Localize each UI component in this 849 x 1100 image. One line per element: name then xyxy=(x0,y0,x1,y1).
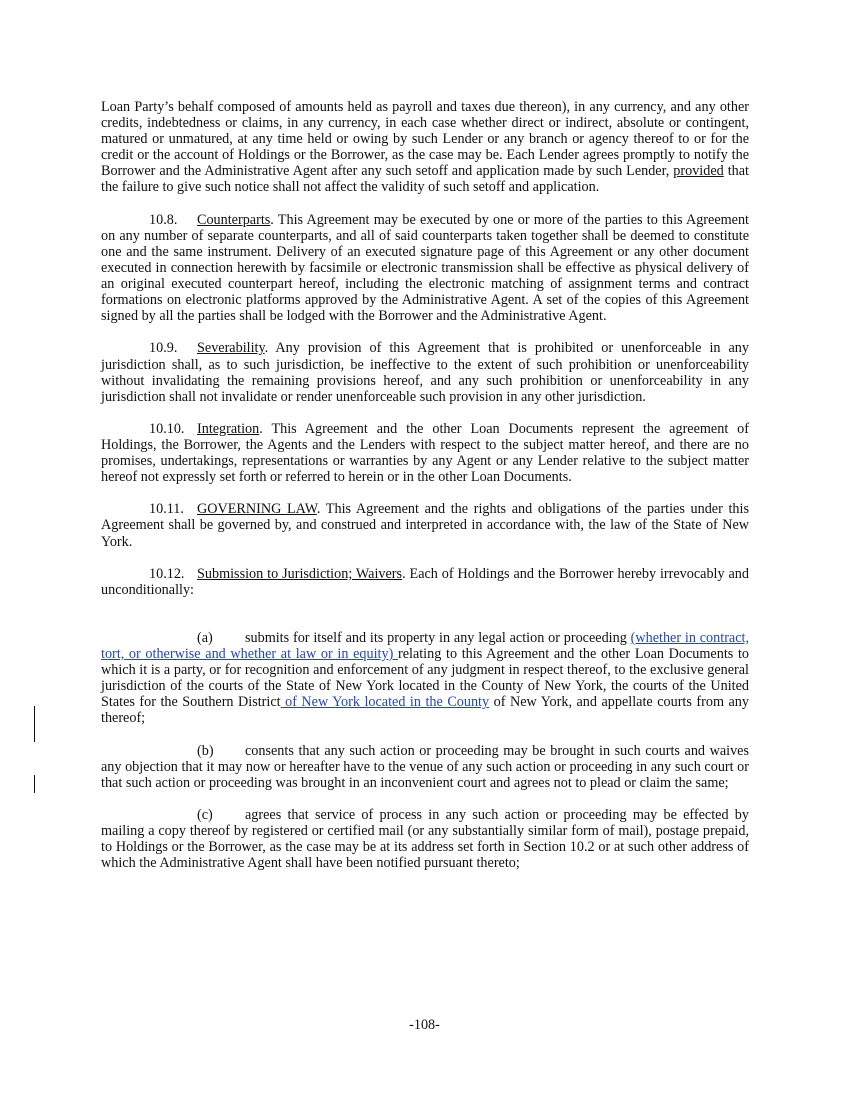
section-heading: Counterparts xyxy=(197,211,271,228)
section-text: . This Agreement and the rights and obligations of the parties under this Agreement shall be governed by, and construed and interpreted in accordance with, the law of the State of New York. xyxy=(101,501,749,550)
section-10-9 xyxy=(101,340,749,404)
section-10-10 xyxy=(101,421,749,485)
section-10-8 xyxy=(101,212,749,325)
provided-term: provided xyxy=(673,163,724,180)
subsection-label: (c) xyxy=(197,806,213,823)
section-number: 10.12. xyxy=(149,565,185,582)
carryover-paragraph: Loan Party’s behalf composed of amounts held as payroll and taxes due thereon), in any currency, and any other credits, indebtedness or claims, in any currency, in each case whether direct or indirect, absolute or contingent, matured or unmatured, at any time held or owing by such Lender or any branch or agency thereof to or for the credit or the account of Holdings or the Borrower, as the case may be. Each Lender agrees promptly to notify the Borrower and the Administrative Agent after any such setoff and application made by such Lender, provided that the failure to give such notice shall not affect the validity of such setoff and application. xyxy=(101,99,749,196)
subsection-a: (a) submits for itself and its property in any legal action or proceeding (whether in contract, tort, or otherwise and whether at law or in equity) relating to this Agreement and the other Loan Documents to which it is a party, or for recognition and enforcement of any judgment in respect thereof, to the exclusive general jurisdiction of the courts of the State of New York located in the County of New York, the courts of the United States for the Southern District of New York located in the County of New York, and appellate courts from any thereof; xyxy=(101,629,749,727)
inserted-text: (whether in contract, tort, or otherwise and whether at law or in equity) xyxy=(101,629,749,662)
change-bar xyxy=(34,775,35,793)
section-number: 10.8. xyxy=(149,211,178,228)
section-text: . Each of Holdings and the Borrower hereby irrevocably and unconditionally: xyxy=(101,565,749,598)
section-heading: Integration xyxy=(197,420,260,437)
section-10-12 xyxy=(101,566,749,598)
subsection-label: (a) xyxy=(197,629,213,646)
section-text: . This Agreement may be executed by one or more of the parties to this Agreement on any number of separate counterparts, and all of said counterparts taken together shall be deemed to constitute one and the same instrument. Delivery of an executed signature page of this Agreement or any other document executed in connection herewith by facsimile or electronic transmission shall be effective as physical delivery of an original executed counterpart hereof, including the electronic matching of assignment terms and contract formations on electronic platforms approved by the Administrative Agent. A set of the copies of this Agreement signed by all the parties shall be lodged with the Borrower and the Administrative Agent. xyxy=(101,211,749,325)
page-number: -108- xyxy=(409,1017,440,1033)
change-bar xyxy=(34,706,35,742)
section-number: 10.9. xyxy=(149,340,178,357)
subsection-c: (c) agrees that service of process in any such action or proceeding may be effected by mailing a copy thereof by registered or certified mail (or any substantially similar form of mail), postage prepaid, to Holdings or the Borrower, as the case may be at its address set forth in Section 10.2 or at such other address of which the Administrative Agent shall have been notified pursuant thereto; xyxy=(101,806,749,872)
section-heading: GOVERNING LAW xyxy=(197,501,317,518)
section-heading: Severability xyxy=(197,340,265,357)
inserted-text: of New York located in the County xyxy=(280,694,490,711)
subsection-b: (b) consents that any such action or proceeding may be brought in such courts and waives any objection that it may now or hereafter have to the venue of any such action or proceeding in any such court or that such action or proceeding was brought in an inconvenient court and agrees not to plead or claim the same; xyxy=(101,742,749,791)
section-text: . Any provision of this Agreement that is prohibited or unenforceable in any jurisdiction shall, as to such jurisdiction, be ineffective to the extent of such prohibition or unenforceability without invalidating the remaining provisions hereof, and any such prohibition or unenforceability in any jurisdiction shall not invalidate or render unenforceable such provision in any other jurisdiction. xyxy=(101,340,749,405)
section-number: 10.11. xyxy=(149,501,184,518)
section-10-11 xyxy=(101,501,749,549)
section-number: 10.10. xyxy=(149,420,185,437)
document-body xyxy=(101,99,749,887)
subsection-label: (b) xyxy=(197,742,214,759)
section-heading: Submission to Jurisdiction; Waivers xyxy=(197,565,403,582)
section-text: . This Agreement and the other Loan Documents represent the agreement of Holdings, the Borrower, the Agents and the Lenders with respect to the subject matter hereof, and there are no promises, undertakings, representations or warranties by any Agent or any Lender relative to the subject matter hereof not expressly set forth or referred to herein or in the other Loan Documents. xyxy=(101,420,749,486)
